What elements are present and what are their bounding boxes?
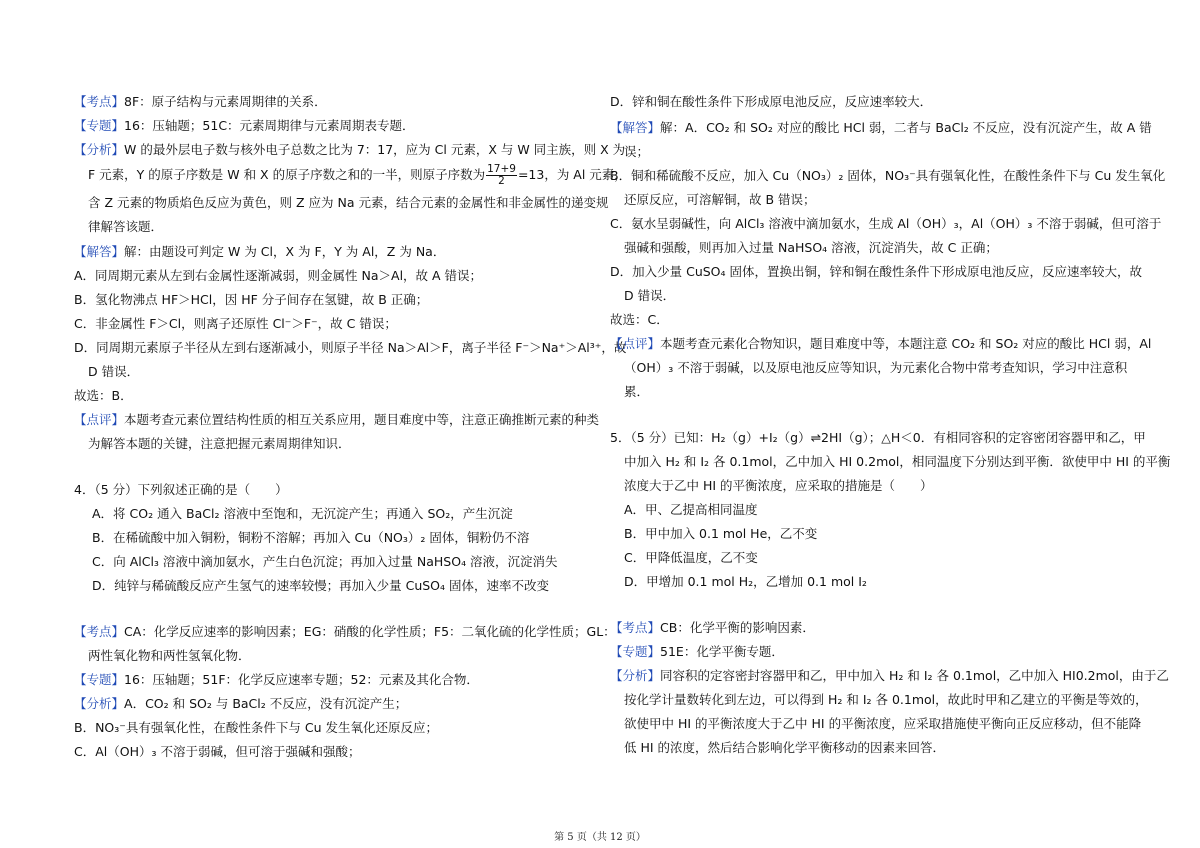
- answer-line: 故选：C．: [610, 312, 669, 327]
- zhuanti-text: 51E：化学平衡专题．: [660, 644, 784, 659]
- question-5-option-a: A．甲、乙提高相同温度: [624, 502, 758, 517]
- jieda-option-b: B．氢化物沸点 HF＞HCl，因 HF 分子间存在氢键，故 B 正确；: [74, 292, 429, 307]
- jieda-option-c: C．非金属性 F＞Cl，则离子还原性 Cl⁻＞F⁻，故 C 错误；: [74, 316, 397, 331]
- fenxi-line-4: 律解答该题．: [88, 219, 164, 234]
- fenxi-line-1: [610, 666, 1169, 686]
- kaodian2-line-1: [74, 622, 616, 642]
- kaodian2-text-1: CA：化学反应速率的影响因素；EG：硝酸的化学性质；F5：二氧化硫的化学性质；GL：: [124, 624, 616, 639]
- jieda-option-a: A．同周期元素从左到右金属性逐渐减弱，则金属性 Na＞Al，故 A 错误；: [74, 268, 483, 283]
- dianping-text-1: 本题考查元素化合物知识，题目难度中等，本题注意 CO₂ 和 SO₂ 对应的酸比 HCl 弱，Al: [660, 336, 1152, 351]
- fenxi2-tag: 【分析】: [74, 696, 125, 711]
- question-4-option-d: D．纯锌与稀硫酸反应产生氢气的速率较慢；再加入少量 CuSO₄ 固体，速率不改变: [92, 578, 550, 593]
- fraction-denominator: 2: [498, 175, 505, 187]
- kaodian-line: [610, 618, 815, 638]
- answer-line: 故选：B．: [74, 388, 133, 403]
- fraction: [486, 164, 517, 187]
- jieda-option-d-1: D．加入少量 CuSO₄ 固体，置换出铜，锌和铜在酸性条件下形成原电池反应，反应速率较大，故: [610, 264, 1143, 279]
- dianping-line-1: [74, 410, 599, 430]
- jieda-text: 解：由题设可判定 W 为 Cl，X 为 F，Y 为 Al，Z 为 Na．: [124, 244, 446, 259]
- jieda-option-d-1: D．同周期元素原子半径从左到右逐渐减小，则原子半径 Na＞Al＞F，离子半径 F⁻＞Na⁺＞Al³⁺，故: [74, 340, 627, 355]
- fenxi-tag: 【分析】: [610, 668, 661, 683]
- fenxi-line-2: [88, 164, 627, 187]
- jieda-text-1: 解：A．CO₂ 和 SO₂ 对应的酸比 HCl 弱，二者与 BaCl₂ 不反应，没有沉淀产生，故 A 错: [660, 120, 1152, 135]
- dianping-line-2: （OH）₃ 不溶于弱碱，以及原电池反应等知识，为元素化合物中常考查知识，学习中注意积: [624, 360, 1128, 375]
- zhuanti-line: [610, 642, 784, 662]
- zhuanti2-text: 16：压轴题；51F：化学反应速率专题；52：元素及其化合物．: [124, 672, 479, 687]
- fenxi-text-1: 同容积的定容密封容器甲和乙，甲中加入 H₂ 和 I₂ 各 0.1mol，乙中加入 HI0.2mol，由于乙: [660, 668, 1169, 683]
- fenxi-line-4: 低 HI 的浓度，然后结合影响化学平衡移动的因素来回答．: [624, 740, 946, 755]
- zhuanti-line: [74, 116, 415, 136]
- jieda-option-d-2: D 错误．: [624, 288, 676, 303]
- dianping-tag: 【点评】: [74, 412, 125, 427]
- dianping-line-2: 为解答本题的关键，注意把握元素周期律知识．: [88, 436, 351, 451]
- kaodian-text: 8F：原子结构与元素周期律的关系．: [124, 94, 327, 109]
- jieda-line: [74, 242, 445, 262]
- dianping-text-1: 本题考查元素位置结构性质的相互关系应用，题目难度中等，注意正确推断元素的种类: [124, 412, 600, 427]
- fenxi-text-2a: F 元素，Y 的原子序数是 W 和 X 的原子序数之和的一半，则原子序数为: [88, 167, 486, 182]
- kaodian2-line-2: 两性氧化物和两性氢氧化物．: [88, 648, 251, 663]
- question-5-stem-1: 5．（5 分）已知：H₂（g）+I₂（g）⇌2HI（g）；△H＜0．有相同容积的定容密闭容器甲和乙，甲: [610, 430, 1146, 445]
- page-footer: 第 5 页（共 12 页）: [554, 832, 646, 843]
- kaodian-line: [74, 92, 327, 112]
- kaodian2-tag: 【考点】: [74, 624, 125, 639]
- zhuanti-tag: 【专题】: [74, 118, 125, 133]
- kaodian-tag: 【考点】: [74, 94, 125, 109]
- fenxi2-option-c: C．Al（OH）₃ 不溶于弱碱，但可溶于强碱和强酸；: [74, 744, 361, 759]
- jieda-line-1: [610, 118, 1152, 138]
- fraction-numerator: 17+9: [487, 163, 516, 175]
- dianping-line-1: [610, 334, 1151, 354]
- dianping-line-3: 累．: [624, 384, 650, 399]
- question-4-option-b: B．在稀硫酸中加入铜粉，铜粉不溶解；再加入 Cu（NO₃）₂ 固体，铜粉仍不溶: [92, 530, 530, 545]
- fenxi-line-2: 按化学计量数转化到左边，可以得到 H₂ 和 I₂ 各 0.1mol，故此时甲和乙建立的平衡是等效的，: [624, 692, 1148, 707]
- question-5-option-b: B．甲中加入 0.1 mol He，乙不变: [624, 526, 818, 541]
- zhuanti2-line: [74, 670, 479, 690]
- fenxi-tag: 【分析】: [74, 142, 125, 157]
- question-4-option-a: A．将 CO₂ 通入 BaCl₂ 溶液中至饱和，无沉淀产生；再通入 SO₂，产生沉淀: [92, 506, 513, 521]
- fenxi-text-1: W 的最外层电子数与核外电子总数之比为 7：17，应为 Cl 元素，X 与 W 同主族，则 X 为: [124, 142, 626, 157]
- fenxi-line-3: 含 Z 元素的物质焰色反应为黄色，则 Z 应为 Na 元素，结合元素的金属性和非金属性的递变规: [88, 195, 609, 210]
- jieda-line-2: 误；: [624, 144, 650, 159]
- kaodian-tag: 【考点】: [610, 620, 661, 635]
- kaodian-text: CB：化学平衡的影响因素．: [660, 620, 815, 635]
- question-4-option-c: C．向 AlCl₃ 溶液中滴加氨水，产生白色沉淀；再加入过量 NaHSO₄ 溶液，沉淀消失: [92, 554, 558, 569]
- question-5-option-d: D．甲增加 0.1 mol H₂，乙增加 0.1 mol I₂: [624, 574, 867, 589]
- fenxi2-text: A．CO₂ 和 SO₂ 与 BaCl₂ 不反应，没有沉淀产生；: [124, 696, 408, 711]
- jieda-option-b-1: B．铜和稀硫酸不反应，加入 Cu（NO₃）₂ 固体，NO₃⁻具有强氧化性，在酸性条件下与 Cu 发生氧化: [610, 168, 1166, 183]
- question-4-stem: 4．（5 分）下列叙述正确的是（ ）: [74, 482, 288, 497]
- fenxi-line-3: 欲使甲中 HI 的平衡浓度大于乙中 HI 的平衡浓度，应采取措施使平衡向正反应移动，但不能降: [624, 716, 1142, 731]
- question-5-stem-2: 中加入 H₂ 和 I₂ 各 0.1mol，乙中加入 HI 0.2mol，相同温度下分别达到平衡．欲使甲中 HI 的平衡: [624, 454, 1171, 469]
- jieda-option-d-2: D 错误．: [88, 364, 140, 379]
- question-5-option-c: C．甲降低温度，乙不变: [624, 550, 758, 565]
- fenxi-option-d: D．锌和铜在酸性条件下形成原电池反应，反应速率较大．: [610, 94, 933, 109]
- dianping-tag: 【点评】: [610, 336, 661, 351]
- jieda-tag: 【解答】: [610, 120, 661, 135]
- question-5-stem-3: 浓度大于乙中 HI 的平衡浓度，应采取的措施是（ ）: [624, 478, 933, 493]
- jieda-option-c-2: 强碱和强酸，则再加入过量 NaHSO₄ 溶液，沉淀消失，故 C 正确；: [624, 240, 998, 255]
- jieda-option-b-2: 还原反应，可溶解铜，故 B 错误；: [624, 192, 816, 207]
- fenxi-line-1: [74, 140, 625, 160]
- zhuanti-text: 16：压轴题；51C：元素周期律与元素周期表专题．: [124, 118, 415, 133]
- zhuanti-tag: 【专题】: [610, 644, 661, 659]
- jieda-tag: 【解答】: [74, 244, 125, 259]
- fenxi2-option-b: B．NO₃⁻具有强氧化性，在酸性条件下与 Cu 发生氧化还原反应；: [74, 720, 438, 735]
- fenxi2-line: [74, 694, 407, 714]
- zhuanti2-tag: 【专题】: [74, 672, 125, 687]
- jieda-option-c-1: C．氨水呈弱碱性，向 AlCl₃ 溶液中滴加氨水，生成 Al（OH）₃，Al（OH）₃ 不溶于弱碱，但可溶于: [610, 216, 1162, 231]
- fenxi-text-2b: =13，为 Al 元素，: [517, 167, 627, 182]
